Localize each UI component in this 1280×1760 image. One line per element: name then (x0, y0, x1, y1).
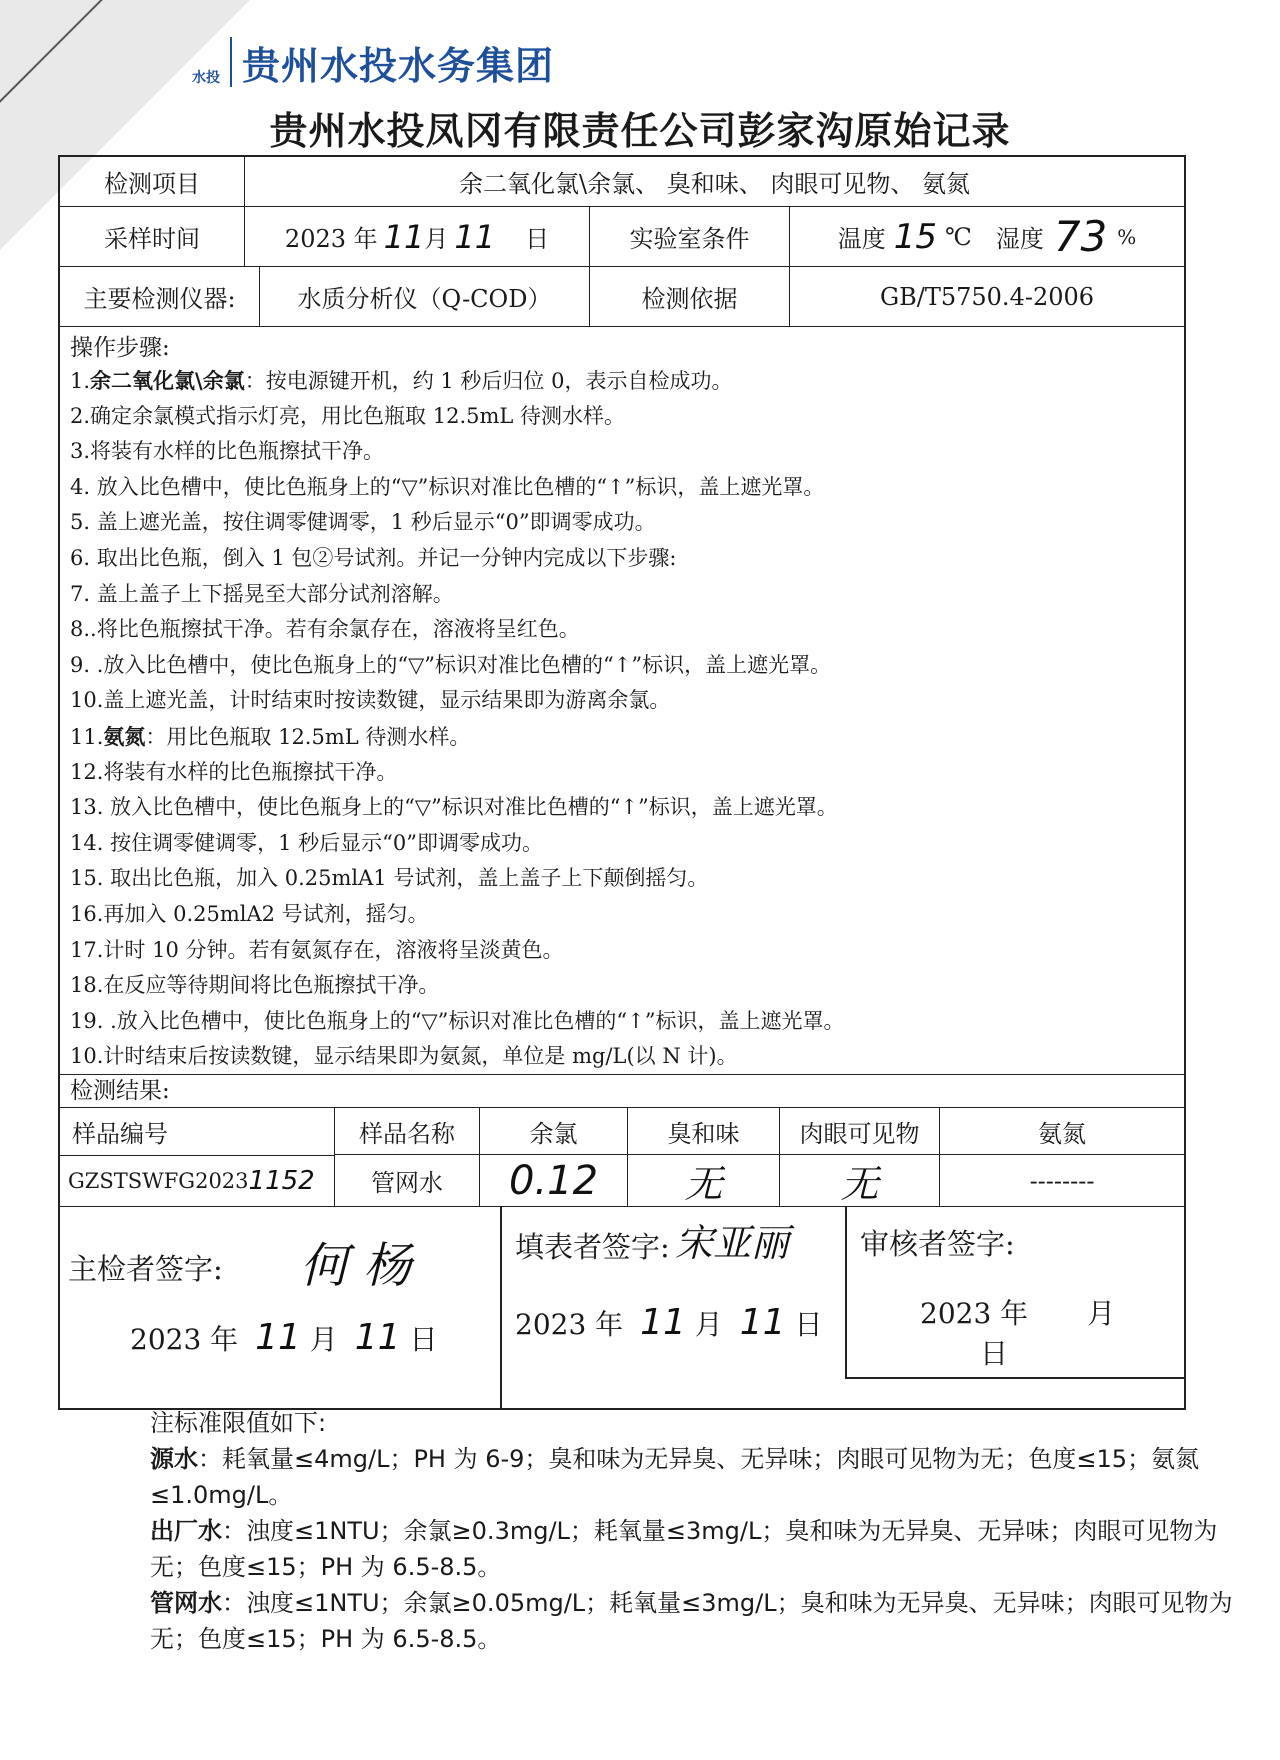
lab-conditions-label: 实验室条件 (590, 207, 790, 267)
step-number: 15. (70, 866, 104, 891)
step-item (70, 683, 1184, 719)
step-item (70, 968, 1184, 1004)
reviewer-month-unit: 月 (1087, 1297, 1116, 1330)
step-number: 18. (70, 973, 104, 998)
step-text: 放入比色槽中，使比色瓶身上的“▽”标识对准比色槽的“↑”标识，盖上遮光罩。 (90, 474, 825, 499)
header-residual-chlorine: 余氯 (480, 1107, 628, 1155)
item-label: 检测项目 (60, 157, 245, 207)
step-text: 按住调零健调零，1 秒后显示“0”即调零成功。 (103, 830, 543, 855)
step-text: 盖上遮光盖，计时结束时按读数键，显示结果即为游离余氯。 (103, 688, 671, 713)
step-item (70, 933, 1184, 969)
header-ammonia: 氨氮 (940, 1107, 1184, 1155)
step-text: ：用比色瓶取 12.5mL 待测水样。 (145, 724, 471, 749)
notes-source-water (150, 1441, 1250, 1513)
humidity-unit: % (1117, 224, 1137, 249)
step-number: 3. (70, 439, 91, 464)
header-odor: 臭和味 (628, 1107, 780, 1155)
step-text: 盖上盖子上下摇晃至大部分试剂溶解。 (90, 581, 454, 606)
network-water-label: 管网水 (150, 1589, 222, 1617)
standard-limits-notes (150, 1405, 1250, 1657)
step-text: 再加入 0.25mlA2 号试剂，摇匀。 (103, 901, 429, 926)
step-text: 盖上遮光盖，按住调零健调零，1 秒后显示“0”即调零成功。 (90, 510, 656, 535)
humidity-value: 73 (1053, 212, 1108, 261)
step-text: 放入比色槽中，使比色瓶身上的“▽”标识对准比色槽的“↑”标识，盖上遮光罩。 (103, 795, 838, 820)
source-water-text: ：耗氧量≤4mg/L；PH 为 6-9；臭和味为无异臭、无异味；肉眼可见物为无；色度≤15；氨氮≤1.0mg/L。 (150, 1445, 1200, 1509)
instrument-label: 主要检测仪器: (60, 267, 260, 327)
lab-conditions-value (790, 207, 1184, 267)
item-value: 余二氧化氯\余氯、 臭和味、 肉眼可见物、 氨氮 (245, 157, 1184, 207)
logo-mark-text: 水投 (192, 70, 220, 86)
cell-sample-name: 管网水 (335, 1155, 480, 1207)
logo-mark (150, 37, 220, 87)
notes-plant-water (150, 1513, 1250, 1585)
step-text: 确定余氯模式指示灯亮，用比色瓶取 12.5mL 待测水样。 (90, 403, 626, 428)
step-text: 将装有水样的比色瓶擦拭干净。 (103, 759, 398, 784)
filler-year: 2023 年 (515, 1308, 624, 1341)
humidity-label: 湿度 (995, 225, 1044, 253)
inspector-day-unit: 日 (409, 1323, 438, 1356)
sample-no-printed: GZSTSWFG2023 (68, 1169, 249, 1193)
filler-month: 11 (640, 1302, 686, 1343)
record-form (58, 155, 1186, 1410)
step-text: 取出比色瓶，倒入 1 包②号试剂。并记一分钟内完成以下步骤: (90, 545, 677, 570)
plant-water-text: ：浊度≤1NTU；余氯≥0.3mg/L；耗氧量≤3mg/L；臭和味为无异臭、无异味；肉眼可见物为无；色度≤15；PH 为 6.5-8.5。 (150, 1517, 1218, 1581)
reviewer-day-unit: 日 (980, 1337, 1009, 1370)
signature-divider-2 (845, 1207, 847, 1377)
inspector-date (130, 1317, 437, 1358)
step-number: 10. (70, 688, 104, 713)
sample-month-unit: 月 (424, 225, 449, 253)
step-item (70, 363, 1184, 399)
inspector-year: 2023 年 (130, 1323, 239, 1356)
step-item (70, 790, 1184, 826)
step-number: 7. (70, 581, 91, 606)
step-item (70, 470, 1184, 506)
network-water-text: ：浊度≤1NTU；余氯≥0.05mg/L；耗氧量≤3mg/L；臭和味为无异臭、无异味；肉眼可见物为无；色度≤15；PH 为 6.5-8.5。 (150, 1589, 1233, 1653)
step-number: 10. (70, 1044, 104, 1069)
inspector-day: 11 (354, 1317, 401, 1358)
temperature-unit: ℃ (944, 222, 972, 251)
step-item (70, 1039, 1184, 1075)
step-item (70, 648, 1184, 684)
results-heading: 检测结果: (70, 1078, 170, 1104)
step-item (70, 577, 1184, 613)
filler-day: 11 (739, 1302, 786, 1343)
step-text: ：按电源键开机，约 1 秒后归位 0，表示自检成功。 (244, 369, 733, 393)
instrument-value: 水质分析仪（Q-COD） (260, 267, 590, 327)
step-text: 取出比色瓶，加入 0.25mlA1 号试剂，盖上盖子上下颠倒摇匀。 (103, 866, 709, 891)
cell-sample-no (60, 1155, 335, 1207)
step-text: .放入比色槽中，使比色瓶身上的“▽”标识对准比色槽的“↑”标识，盖上遮光罩。 (103, 1008, 845, 1033)
step-number: 6. (70, 545, 91, 570)
step-item (70, 541, 1184, 577)
step-number: 9. (70, 652, 91, 677)
temperature-value: 15 (893, 216, 937, 257)
filler-date (515, 1302, 822, 1343)
sample-day-handwritten: 11 (454, 217, 496, 256)
page-title: 贵州水投凤冈有限责任公司彭家沟原始记录 (269, 109, 1011, 153)
operation-steps (60, 327, 1184, 1075)
step-item (70, 826, 1184, 862)
filler-signature: 宋亚丽 (675, 1221, 790, 1265)
inspector-month-unit: 月 (309, 1323, 338, 1356)
steps-heading: 操作步骤: (70, 335, 170, 361)
sample-year: 2023 年 (284, 225, 378, 253)
inspector-month: 11 (255, 1317, 301, 1358)
sample-month-handwritten: 11 (383, 217, 425, 256)
sample-time-label: 采样时间 (60, 207, 245, 267)
signature-divider-3 (845, 1377, 1184, 1379)
logo-divider (230, 37, 232, 87)
inspector-signature: 何 杨 (300, 1238, 412, 1294)
step-item (70, 861, 1184, 897)
basis-value: GB/T5750.4-2006 (790, 267, 1184, 327)
cell-residual-chlorine: 0.12 (480, 1155, 628, 1207)
step-number: 5. (70, 510, 91, 535)
step-number: 16. (70, 901, 104, 926)
step-number: 8. (70, 617, 91, 642)
step-item (70, 1004, 1184, 1040)
logo-org-name: 贵州水投水务集团 (242, 43, 555, 88)
step-item (70, 612, 1184, 648)
cell-visible-matter: 无 (780, 1155, 940, 1207)
sample-day-unit: 日 (525, 225, 550, 253)
inspector-label: 主检者签字: (68, 1252, 223, 1286)
step-text: 在反应等待期间将比色瓶擦拭干净。 (103, 973, 440, 998)
cell-ammonia: -------- (940, 1155, 1184, 1207)
step-text: .放入比色槽中，使比色瓶身上的“▽”标识对准比色槽的“↑”标识，盖上遮光罩。 (90, 652, 832, 677)
step-number: 1. (70, 369, 91, 393)
notes-network-water (150, 1585, 1250, 1657)
step-item (70, 719, 1184, 755)
sample-time-value (245, 207, 590, 267)
step-text: .将比色瓶擦拭干净。若有余氯存在，溶液将呈红色。 (90, 617, 580, 642)
step-number: 17. (70, 937, 104, 962)
step-text: 计时结束后按读数键，显示结果即为氨氮，单位是 mg/L(以 N 计)。 (103, 1044, 738, 1069)
step-number: 11. (70, 724, 104, 749)
step-bold-label: 余二氧化氯\余氯 (90, 368, 245, 393)
step-item (70, 505, 1184, 541)
step-item (70, 755, 1184, 791)
sample-no-handwritten: 1152 (248, 1166, 315, 1196)
step-list (70, 363, 1184, 1075)
step-text: 将装有水样的比色瓶擦拭干净。 (90, 439, 385, 464)
step-number: 19. (70, 1008, 104, 1033)
filler-month-unit: 月 (694, 1308, 723, 1341)
cell-odor: 无 (628, 1155, 780, 1207)
filler-label: 填表者签字: (515, 1230, 670, 1264)
header-sample-name: 样品名称 (335, 1107, 480, 1155)
step-item (70, 897, 1184, 933)
signature-divider-1 (500, 1207, 502, 1408)
temperature-label: 温度 (837, 225, 886, 253)
reviewer-date (920, 1292, 1184, 1372)
header-visible-matter: 肉眼可见物 (780, 1107, 940, 1155)
step-item (70, 399, 1184, 435)
step-number: 12. (70, 759, 104, 784)
notes-heading: 注标准限值如下: (150, 1409, 327, 1437)
step-number: 2. (70, 403, 91, 428)
step-bold-label: 氨氮 (103, 723, 146, 749)
step-text: 计时 10 分钟。若有氨氮存在，溶液将呈淡黄色。 (103, 937, 564, 962)
source-water-label: 源水 (150, 1445, 198, 1473)
step-item (70, 434, 1184, 470)
reviewer-year: 2023 年 (920, 1297, 1029, 1330)
header-sample-no: 样品编号 (60, 1107, 335, 1155)
step-number: 14. (70, 830, 104, 855)
step-number: 4. (70, 474, 91, 499)
step-number: 13. (70, 795, 104, 820)
plant-water-label: 出厂水 (150, 1517, 222, 1545)
filler-day-unit: 日 (794, 1308, 823, 1341)
company-logo (150, 30, 554, 94)
reviewer-label: 审核者签字: (860, 1227, 1015, 1261)
basis-label: 检测依据 (590, 267, 790, 327)
